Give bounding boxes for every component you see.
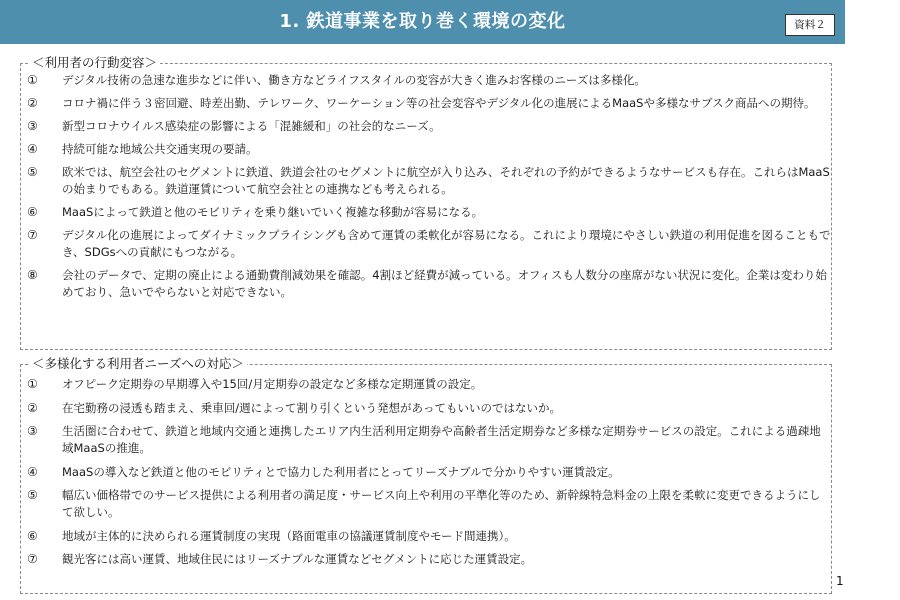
list-item bbox=[27, 141, 832, 158]
list-item bbox=[27, 423, 832, 457]
item-number: ⑥ bbox=[27, 528, 38, 543]
item-text: MaaSによって鉄道と他のモビリティを乗り継いでいく複雑な移動が容易になる。 bbox=[62, 205, 484, 219]
list-item bbox=[27, 376, 832, 393]
item-number: ④ bbox=[27, 464, 38, 479]
list-item bbox=[27, 464, 832, 481]
item-number: ⑦ bbox=[27, 552, 38, 566]
item-number: ⑦ bbox=[27, 228, 38, 242]
list-item bbox=[27, 528, 832, 545]
item-text: 生活圏に合わせて、鉄道と地域内交通と連携したエリア内生活利用定期券や高齢者生活定期券など多様な定期券サービスの設定。これによる過疎地域MaaSの推進。 bbox=[62, 424, 821, 455]
document-badge: 資料２ bbox=[785, 14, 835, 36]
list-item bbox=[27, 400, 832, 417]
item-text: 地域が主体的に決められる運賃制度の実現（路面電車の協議運賃制度やモード間連携）。 bbox=[62, 528, 516, 543]
item-number: ⑧ bbox=[27, 268, 38, 282]
item-number: ③ bbox=[27, 424, 38, 438]
section-diverse-needs bbox=[20, 356, 832, 594]
list-item bbox=[27, 267, 832, 301]
item-text: 在宅勤務の浸透も踏まえ、乗車回/週によって割り引くという発想があってもいいのではないか。 bbox=[62, 400, 561, 415]
list-item bbox=[27, 164, 832, 198]
item-list bbox=[27, 72, 832, 307]
item-text: デジタル化の進展によってダイナミックプライシングも含めて運賃の柔軟化が容易になる。これにより環境にやさしい鉄道の利用促進を図ることもでき、SDGsへの貢献にもつながる。 bbox=[62, 228, 831, 259]
list-item bbox=[27, 204, 832, 221]
page-number: 1 bbox=[836, 574, 844, 588]
item-number: ① bbox=[27, 73, 38, 87]
item-number: ④ bbox=[27, 142, 38, 156]
item-number: ② bbox=[27, 400, 38, 415]
page-title: 1. 鉄道事業を取り巻く環境の変化 bbox=[279, 11, 566, 32]
item-text: デジタル技術の急速な進歩などに伴い、働き方などライフスタイルの変容が大きく進みお客様のニーズは多様化。 bbox=[62, 73, 646, 87]
item-number: ② bbox=[27, 96, 38, 110]
item-number: ③ bbox=[27, 119, 38, 133]
item-number: ⑥ bbox=[27, 205, 38, 219]
list-item bbox=[27, 227, 832, 261]
item-text: 会社のデータで、定期の廃止による通勤費削減効果を確認。4割ほど経費が減っている。オフィスも人数分の座席がない状況に変化。企業は変わり始めており、急いでやらないと対応できない。 bbox=[62, 268, 827, 299]
item-text: 幅広い価格帯でのサービス提供による利用者の満足度・サービス向上や利用の平準化等のため、新幹線特急料金の上限を柔軟に変更できるようにして欲しい。 bbox=[62, 488, 821, 519]
item-list bbox=[27, 376, 832, 575]
item-text: 観光客には高い運賃、地域住民にはリーズナブルな運賃などセグメントに応じた運賃設定。 bbox=[62, 552, 533, 566]
section-heading: ＜利用者の行動変容＞ bbox=[29, 55, 160, 71]
list-item bbox=[27, 487, 832, 521]
item-text: 欧米では、航空会社のセグメントに鉄道、鉄道会社のセグメントに航空が入り込み、それぞれの予約ができるようなサービスも存在。これらはMaaSの始まりでもある。鉄道運賃について航空会社との連携なども考えられる。 bbox=[62, 165, 830, 196]
item-text: コロナ禍に伴う３密回避、時差出勤、テレワーク、ワーケーション等の社会変容やデジタル化の進展によるMaaSや多様なサブスク商品への期待。 bbox=[62, 96, 816, 110]
item-number: ① bbox=[27, 377, 38, 391]
item-text: 持続可能な地域公共交通実現の要請。 bbox=[62, 142, 258, 156]
section-heading: ＜多様化する利用者ニーズへの対応＞ bbox=[29, 356, 247, 372]
item-text: オフピーク定期券の早期導入や15回/月定期券の設定など多様な定期運賃の設定。 bbox=[62, 377, 483, 391]
list-item bbox=[27, 72, 832, 89]
item-text: 新型コロナウイルス感染症の影響による「混雑緩和」の社会的なニーズ。 bbox=[62, 119, 441, 133]
item-number: ⑤ bbox=[27, 165, 38, 179]
list-item bbox=[27, 95, 832, 112]
item-text: MaaSの導入など鉄道と他のモビリティとで協力した利用者にとってリーズナブルで分かりやすい運賃設定。 bbox=[62, 464, 620, 479]
list-item bbox=[27, 551, 832, 568]
list-item bbox=[27, 118, 832, 135]
section-behavior-change bbox=[20, 55, 832, 350]
item-number: ⑤ bbox=[27, 488, 38, 502]
